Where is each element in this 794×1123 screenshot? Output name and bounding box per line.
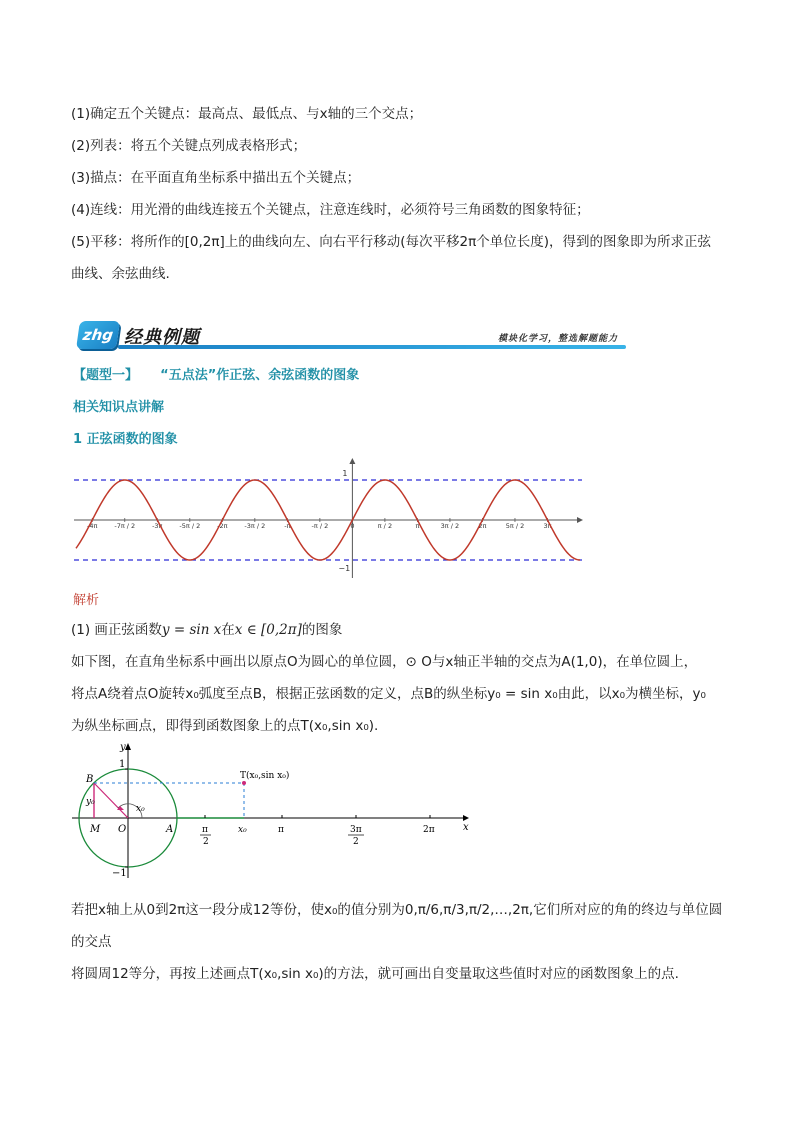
para1-prefix: (1) 画正弦函数 <box>71 622 162 638</box>
x0-axis-label: x₀ <box>238 825 247 835</box>
para1-domain: x ∈ [0,2π] <box>234 622 302 638</box>
logo-text: zhg <box>81 326 115 344</box>
step-2: (2)列表：将五个关键点列成表格形式； <box>71 138 307 154</box>
y-one-label: 1 <box>119 759 126 770</box>
two-pi-label: 2π <box>423 825 435 835</box>
x-tick-label: -3π <box>152 522 163 530</box>
y-axis-label: y <box>120 742 126 753</box>
related-heading: 相关知识点讲解 <box>73 400 165 415</box>
paragraph-2 <box>71 646 731 742</box>
banner-title: 经典例题 <box>124 327 200 348</box>
zhg-logo <box>76 321 120 349</box>
x-axis-arrow <box>463 815 469 821</box>
point-t-label: T(x₀,sin x₀) <box>240 771 290 781</box>
step-5: (5)平移：将所作的[0,2π]上的曲线向左、向右平行移动(每次平移2π个单位长度)，得到的图象即为所求正弦 <box>71 234 712 250</box>
radius-ob <box>94 783 128 818</box>
x-tick-label: π <box>415 522 420 530</box>
unit-circle-diagram <box>72 740 472 880</box>
x-tick-label: 3π <box>543 522 552 530</box>
para1-mid: 在 <box>221 622 235 638</box>
step-3: (3)描点：在平面直角坐标系中描出五个关键点； <box>71 170 361 186</box>
topic-label: 【题型一】 <box>73 368 139 383</box>
analysis-label: 解析 <box>73 593 100 608</box>
topic-title: “五点法”作正弦、余弦函数的图象 <box>160 368 360 383</box>
banner-slogan: 模块化学习，整选解题能力 <box>497 334 618 344</box>
x-axis-label: x <box>463 822 469 833</box>
para2-line-3: 为纵坐标画点，即得到函数图象上的点T(x₀,sin x₀). <box>71 718 379 734</box>
y-axis-arrow <box>125 743 131 750</box>
step-4: (4)连线：用光滑的曲线连接五个关键点，注意连线时，必须符号三角函数的图象特征； <box>71 202 590 218</box>
y-neg-one-label: −1 <box>112 868 127 879</box>
x-tick-label: π / 2 <box>377 522 393 530</box>
x-tick-label: 3π / 2 <box>440 522 460 530</box>
para1-suffix: 的图象 <box>301 622 343 638</box>
point-m-label: M <box>90 824 101 835</box>
section-banner <box>72 318 626 354</box>
steps-list <box>71 98 731 290</box>
x-tick-label: 5π / 2 <box>505 522 525 530</box>
point-a-label: A <box>166 824 174 835</box>
para3-line-1: 若把x轴上从0到2π这一段分成12等份，使x₀的值分别为0,π/6,π/3,π/2,…,2π,它们所对应的角的终边与单位圆的交点 <box>71 902 723 950</box>
x-tick-label: -4π <box>87 522 98 530</box>
x-tick-label: -5π / 2 <box>179 522 201 530</box>
x-tick-label: 0 <box>350 522 355 530</box>
x-tick-label: -2π <box>217 522 228 530</box>
paragraph-3 <box>71 894 731 990</box>
x-tick-label: 2π <box>478 522 487 530</box>
pi-label: π <box>278 825 284 835</box>
y-tick-label: 1 <box>342 469 348 478</box>
para3-line-2: 将圆周12等分，再按上述画点T(x₀,sin x₀)的方法，就可画出自变量取这些值时对应的函数图象上的点. <box>71 966 679 982</box>
step-5-continued: 曲线、余弦曲线. <box>71 266 170 282</box>
y0-label: y₀ <box>86 797 95 807</box>
three-pi-den: 2 <box>353 837 359 847</box>
x-tick-label: -7π / 2 <box>114 522 136 530</box>
step-1: (1)确定五个关键点：最高点、最低点、与x轴的三个交点； <box>71 106 423 122</box>
point-b-label: B <box>86 774 94 785</box>
chart-x-arrow <box>577 517 583 523</box>
angle-x0-label: x₀ <box>136 804 145 814</box>
topic-heading <box>73 364 359 383</box>
x-tick-label: -3π / 2 <box>244 522 266 530</box>
para1-formula: y = sin x <box>161 622 222 638</box>
x-tick-label: -π <box>284 522 291 530</box>
para2-line-2: 将点A绕着点O旋转x₀弧度至点B，根据正弦函数的定义，点B的纵坐标y₀ = sin x₀由此，以x₀为横坐标，y₀ <box>71 686 706 702</box>
section-heading: 1 正弦函数的图象 <box>73 432 178 447</box>
pi-over-2-num: π <box>202 825 208 835</box>
three-pi-num: 3π <box>350 825 362 835</box>
x-tick-label: -π / 2 <box>311 522 329 530</box>
point-t <box>242 781 246 785</box>
pi-over-2-den: 2 <box>203 837 209 847</box>
paragraph-1 <box>71 614 731 646</box>
chart-y-arrow <box>349 458 355 464</box>
point-o-label: O <box>118 824 127 835</box>
sine-chart <box>72 458 584 580</box>
para2-line-1: 如下图，在直角坐标系中画出以原点O为圆心的单位圆，⊙ O与x轴正半轴的交点为A(1,0)，在单位圆上， <box>71 654 698 670</box>
y-tick-label: −1 <box>338 564 351 573</box>
